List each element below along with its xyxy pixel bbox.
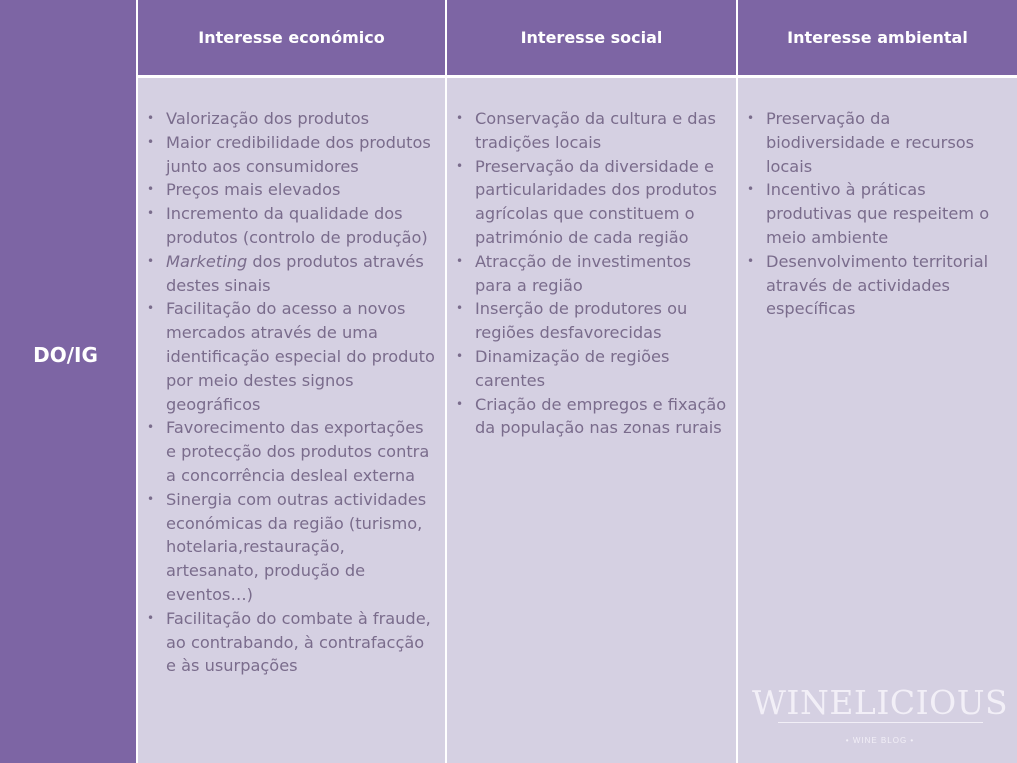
bullet-item-text: Favorecimento das exportações e protecção dos produtos contra a concorrência desleal externa — [166, 418, 430, 485]
bullet-item-text: Preços mais elevados — [166, 180, 341, 200]
bullet-item-emphasis: Marketing — [166, 251, 248, 271]
column-body-social — [447, 78, 736, 763]
bullet-item-text: Sinergia com outras actividades económicas da região (turismo, hotelaria,restauração, artesanato, produção de eventos…) — [166, 489, 427, 604]
bullet-item-text: Facilitação do combate à fraude, ao contrabando, à contrafacção e às usurpações — [166, 608, 431, 676]
row-header-cell — [0, 0, 136, 763]
bullet-list — [146, 107, 437, 678]
column-body-economic — [138, 78, 445, 763]
bullet-item-text: Valorização dos produtos — [166, 109, 370, 128]
bullet-item — [146, 107, 437, 131]
bullet-item — [146, 178, 437, 202]
bullet-item — [455, 107, 728, 155]
bullet-list — [455, 107, 728, 440]
bullet-item — [746, 250, 1009, 321]
bullet-item-text: dos produtos através destes sinais — [166, 251, 424, 295]
bullet-item-text: Criação de empregos e fixação da população nas zonas rurais — [475, 394, 727, 438]
bullet-item — [146, 202, 437, 250]
bullet-item — [146, 250, 437, 298]
bullet-item — [455, 250, 728, 298]
bullet-list — [746, 107, 1009, 321]
bullet-item — [746, 178, 1009, 249]
column-header-label: Interesse ambiental — [787, 27, 968, 47]
bullet-item — [455, 393, 728, 441]
bullet-item-text: Preservação da biodiversidade e recursos locais — [766, 109, 975, 176]
row-header-label: DO/IG — [33, 342, 98, 367]
bullet-item-text: Dinamização de regiões carentes — [475, 346, 670, 390]
bullet-item-text: Inserção de produtores ou regiões desfavorecidas — [475, 299, 688, 343]
column-header-economic — [138, 0, 445, 75]
bullet-item — [746, 107, 1009, 178]
bullet-item — [146, 297, 437, 416]
column-header-environmental — [738, 0, 1017, 75]
bullet-item-text: Conservação da cultura e das tradições locais — [475, 109, 716, 152]
logo-wordmark: WINELICIOUS — [752, 683, 1009, 722]
bullet-item — [146, 488, 437, 607]
bullet-item-text: Maior credibilidade dos produtos junto aos consumidores — [166, 132, 431, 176]
column-header-label: Interesse económico — [198, 27, 385, 47]
bullet-item — [146, 416, 437, 487]
winelicious-logo — [752, 684, 1008, 754]
logo-tagline: • WINE BLOG • — [845, 736, 915, 745]
column-header-label: Interesse social — [520, 27, 663, 47]
column-body-environmental — [738, 78, 1017, 763]
bullet-item-text: Desenvolvimento territorial através de actividades específicas — [766, 251, 989, 319]
bullet-item — [146, 607, 437, 678]
bullet-item-text: Atracção de investimentos para a região — [475, 251, 692, 295]
logo-divider — [778, 722, 983, 723]
bullet-item — [455, 345, 728, 393]
bullet-item — [146, 131, 437, 179]
bullet-item — [455, 297, 728, 345]
bullet-item-text: Facilitação do acesso a novos mercados através de uma identificação especial do produto por meio destes signos geográficos — [166, 299, 435, 414]
bullet-item-text: Incentivo à práticas produtivas que respeitem o meio ambiente — [766, 180, 990, 247]
bullet-item — [455, 155, 728, 250]
bullet-item-text: Preservação da diversidade e particularidades dos produtos agrícolas que constituem o património de cada região — [475, 156, 717, 247]
column-header-social — [447, 0, 736, 75]
bullet-item-text: Incremento da qualidade dos produtos (controlo de produção) — [166, 204, 428, 247]
